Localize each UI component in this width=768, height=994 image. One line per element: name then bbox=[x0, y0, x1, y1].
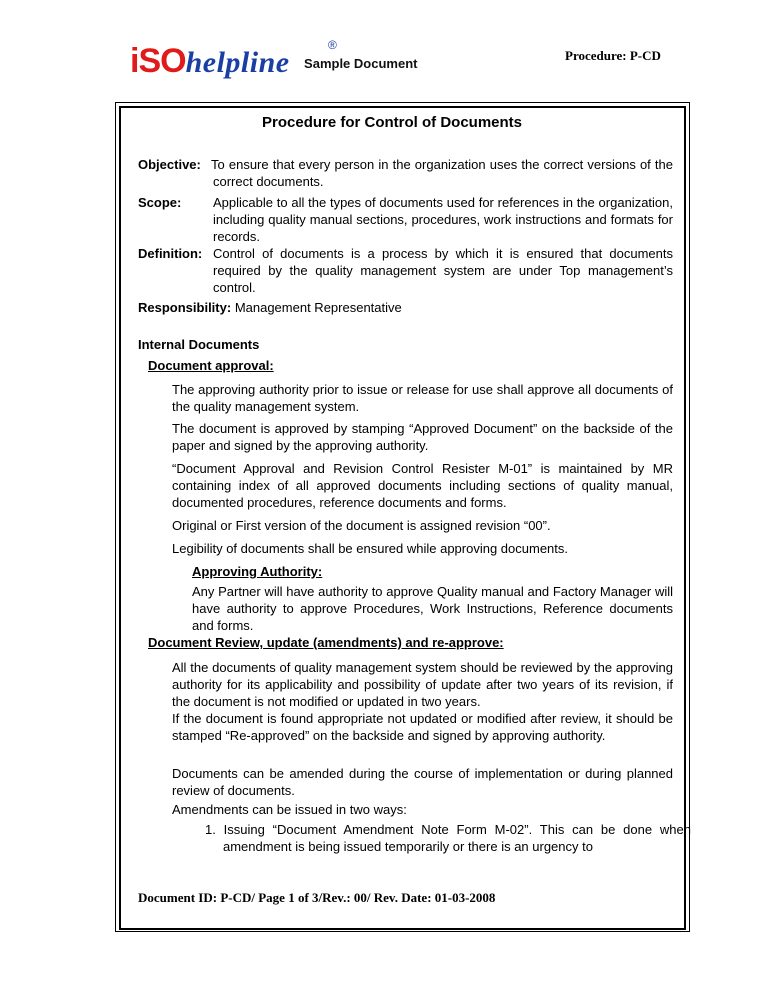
scope-text: Applicable to all the types of documents used for references in the organization, including quality manual sections, procedures, work instructions and formats for records. bbox=[213, 195, 673, 244]
approval-para-4: Original or First version of the document is assigned revision “00”. bbox=[172, 518, 551, 533]
isohelpline-logo bbox=[130, 38, 418, 82]
review-para-2: If the document is found appropriate not updated or modified after review, it should be stamped “Re-approved” on the backside and signed by approving authority. bbox=[172, 711, 673, 743]
responsibility-label: Responsibility: bbox=[138, 300, 232, 315]
document-title: Procedure for Control of Documents bbox=[262, 114, 523, 131]
definition-text: Control of documents is a process by which it is ensured that documents required by the quality management system are under Top management’s control. bbox=[213, 246, 673, 295]
amendment-item-1: 1. Issuing “Document Amendment Note Form M-02”. This can be done when amendment is being issued temporarily or there is an urgency to bbox=[205, 822, 691, 854]
registered-mark: ® bbox=[328, 38, 337, 52]
review-para-4: Amendments can be issued in two ways: bbox=[172, 802, 407, 817]
procedure-code: Procedure: P-CD bbox=[565, 48, 661, 63]
review-para-3: Documents can be amended during the course of implementation or during planned review of documents. bbox=[172, 766, 673, 798]
logo-iso-text: iSO bbox=[130, 42, 186, 80]
approval-para-3: “Document Approval and Revision Control Resister M-01” is maintained by MR containing index of all approved documents including sections of quality manual, documented procedures, reference documents and forms. bbox=[172, 461, 673, 510]
objective-text: To ensure that every person in the organization uses the correct versions of the correct documents. bbox=[211, 157, 673, 189]
definition-label: Definition: bbox=[138, 246, 203, 261]
internal-documents-heading: Internal Documents bbox=[138, 337, 260, 352]
approving-authority-text: Any Partner will have authority to approve Quality manual and Factory Manager will have authority to approve Procedures, Work Instructions, Reference documents and forms. bbox=[192, 584, 673, 633]
review-para-1: All the documents of quality management system should be reviewed by the approving authority for its applicability and possibility of update after two years of its revision, if the document is not modified or updated in two years. bbox=[172, 660, 673, 709]
document-review-heading: Document Review, update (amendments) and re-approve: bbox=[148, 635, 504, 650]
document-footer: Document ID: P-CD/ Page 1 of 3/Rev.: 00/ Rev. Date: 01-03-2008 bbox=[138, 890, 496, 905]
approval-para-5: Legibility of documents shall be ensured while approving documents. bbox=[172, 541, 569, 556]
logo-sample-document: Sample Document bbox=[304, 56, 418, 71]
responsibility-line bbox=[138, 299, 402, 316]
responsibility-text: Management Representative bbox=[234, 300, 402, 315]
document-approval-heading: Document approval: bbox=[148, 358, 274, 373]
scope-label: Scope: bbox=[138, 195, 182, 210]
approval-para-2: The document is approved by stamping “Approved Document” on the backside of the paper and signed by the approving authority. bbox=[172, 421, 673, 453]
objective-label: Objective: bbox=[138, 157, 201, 172]
approving-authority-heading: Approving Authority: bbox=[192, 564, 323, 579]
approval-para-1: The approving authority prior to issue or release for use shall approve all documents of the quality management system. bbox=[172, 382, 673, 414]
logo-helpline-text: helpline bbox=[185, 46, 290, 79]
